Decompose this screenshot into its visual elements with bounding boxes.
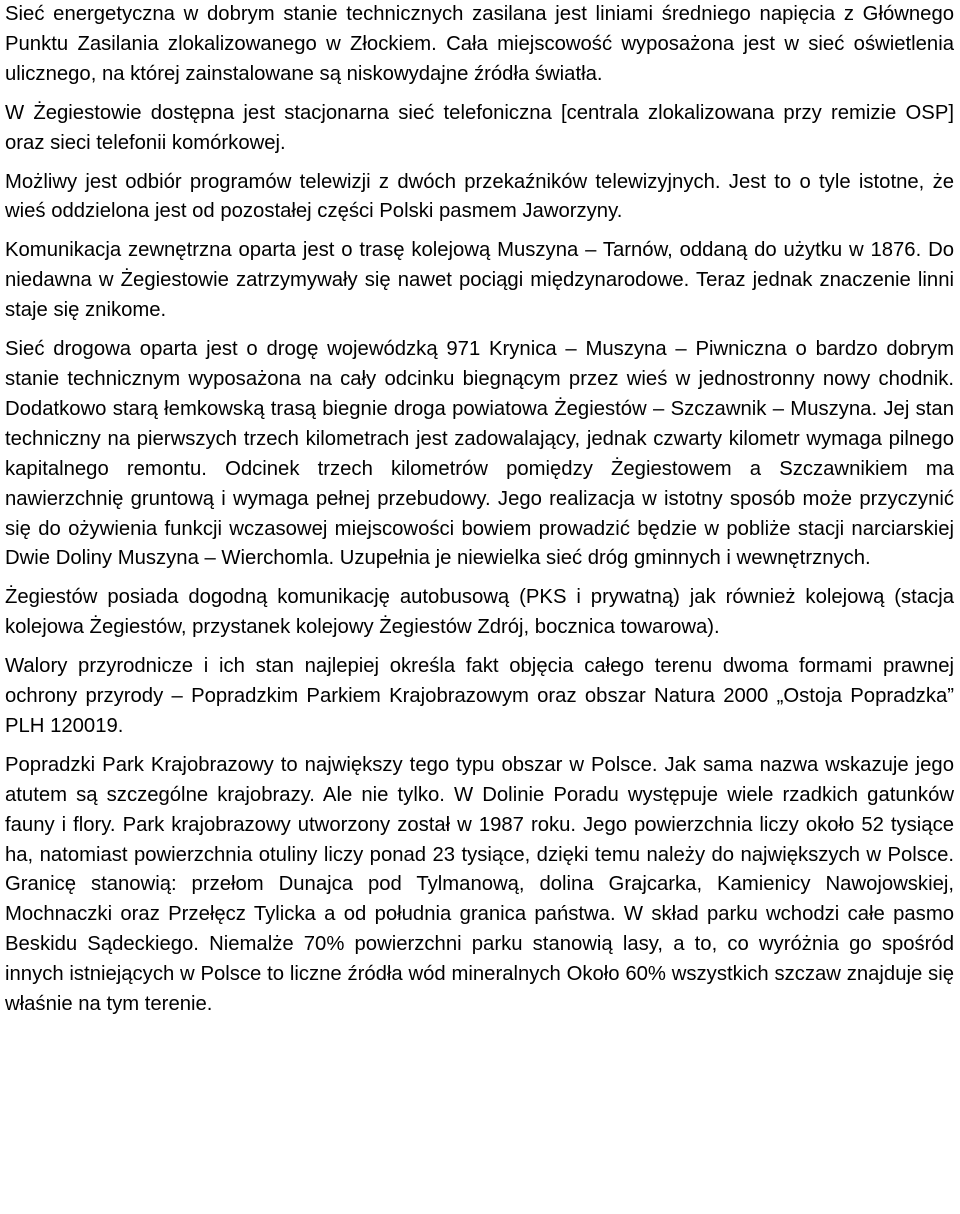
paragraph-natural-values: Walory przyrodnicze i ich stan najlepiej określa fakt objęcia całego terenu dwoma formami prawnej ochrony przyrody – Popradzkim Parkiem Krajobrazowym oraz obszar Natura 2000 „Ostoja Popradzka” PLH 120019.: [5, 655, 954, 737]
paragraph-landscape-park: Popradzki Park Krajobrazowy to największy tego typu obszar w Polsce. Jak sama nazwa wskazuje jego atutem są szczególne krajobrazy. Ale nie tylko. W Dolinie Poradu występuje wiele rzadkich gatunków fauny i flory. Park krajobrazowy utworzony został w 1987 roku. Jego powierzchnia liczy około 52 tysiące ha, natomiast powierzchnia otuliny liczy ponad 23 tysiące, dzięki temu należy do największych w Polsce. Granicę stanowią: przełom Dunajca pod Tylmanową, dolina Grajcarka, Kamienicy Nawojowskiej, Mochnaczki oraz Przełęcz Tylicka a od południa granica państwa. W skład parku wchodzi całe pasmo Beskidu Sądeckiego. Niemalże 70% powierzchni parku stanowią lasy, a to, co wyróżnia go spośród innych istniejących w Polsce to liczne źródła wód mineralnych Około 60% wszystkich szczaw znajduje się właśnie na tym terenie.: [5, 753, 954, 1016]
paragraph-railway: Komunikacja zewnętrzna oparta jest o trasę kolejową Muszyna – Tarnów, oddaną do użytku w 1876. Do niedawna w Żegiestowie zatrzymywały się nawet pociągi międzynarodowe. Teraz jednak znaczenie linni staje się znikome.: [5, 239, 954, 322]
paragraph-television: Możliwy jest odbiór programów telewizji z dwóch przekaźników telewizyjnych. Jest to o tyle istotne, że wieś oddzielona jest od pozostałej części Polski pasmem Jaworzyny.: [5, 170, 954, 223]
paragraph-road-network: Sieć drogowa oparta jest o drogę wojewódzką 971 Krynica – Muszyna – Piwniczna o bardzo dobrym stanie technicznym wyposażona na cały odcinku biegnącym przez wieś w jednostronny nowy chodnik. Dodatkowo starą łemkowską trasą biegnie droga powiatowa Żegiestów – Szczawnik – Muszyna. Jej stan techniczny na pierwszych trzech kilometrach jest zadowalający, jednak czwarty kilometr wymaga pilnego kapitalnego remontu. Odcinek trzech kilometrów pomiędzy Żegiestowem a Szczawnikiem ma nawierzchnię gruntową i wymaga pełnej przebudowy. Jego realizacja w istotny sposób może przyczynić się do ożywienia funkcji wczasowej miejscowości bowiem prowadzić będzie w pobliże stacji narciarskiej Dwie Doliny Muszyna – Wierchomla. Uzupełnia je niewielka sieć dróg gminnych i wewnętrznych.: [5, 338, 954, 570]
paragraph-telephone-network: W Żegiestowie dostępna jest stacjonarna sieć telefoniczna [centrala zlokalizowana przy remizie OSP] oraz sieci telefonii komórkowej.: [5, 101, 954, 154]
paragraph-energy-network: Sieć energetyczna w dobrym stanie technicznych zasilana jest liniami średniego napięcia z Głównego Punktu Zasilania zlokalizowanego w Złockiem. Cała miejscowość wyposażona jest w sieć oświetlenia ulicznego, na której zainstalowane są niskowydajne źródła światła.: [5, 3, 954, 85]
paragraph-bus-communication: Żegiestów posiada dogodną komunikację autobusową (PKS i prywatną) jak również kolejową (stacja kolejowa Żegiestów, przystanek kolejowy Żegiestów Zdrój, bocznica towarowa).: [5, 586, 954, 639]
